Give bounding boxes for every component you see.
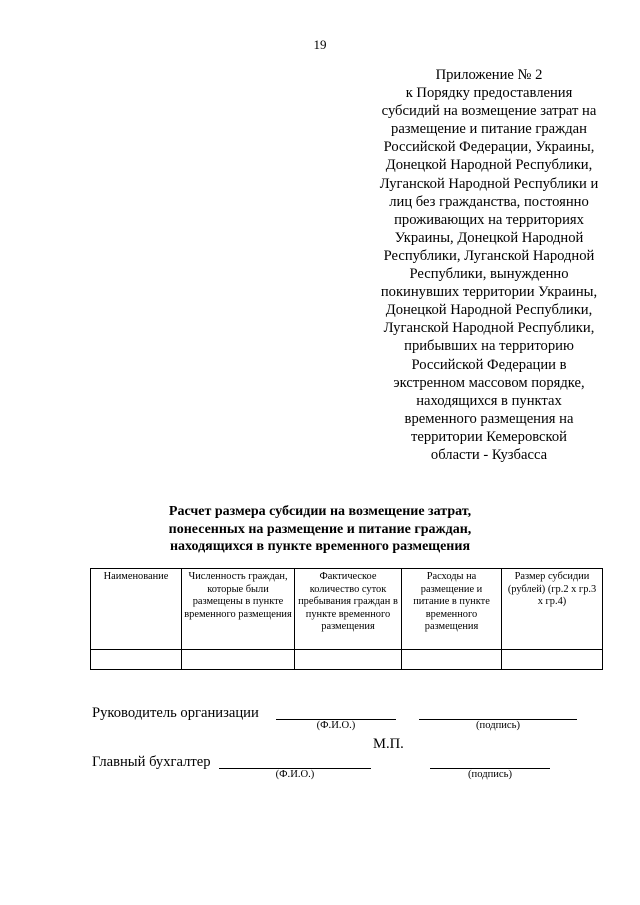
head-of-organization-label: Руководитель организации [92, 705, 259, 721]
header-days-count: Фактическое количество суток пребывания граждан в пункте временного размещения [295, 569, 402, 650]
annex-line: Российской Федерации в [411, 356, 567, 373]
head-fio-caption: (Ф.И.О.) [316, 720, 356, 731]
table-cell [295, 650, 402, 670]
stamp-label: М.П. [373, 736, 404, 752]
annex-line: Республики, Луганской Народной [383, 247, 595, 264]
annex-line: Донецкой Народной Республики, [385, 157, 593, 174]
annex-line: Донецкой Народной Республики, [385, 302, 593, 319]
chief-accountant-label: Главный бухгалтер [92, 754, 211, 770]
annex-line: Украины, Донецкой Народной [394, 229, 584, 246]
header-expenses: Расходы на размещение и питание в пункте временного размещения [402, 569, 502, 650]
table-cell [402, 650, 502, 670]
annex-line: Российской Федерации, Украины, [383, 139, 595, 156]
annex-line: прибывших на территорию [404, 338, 574, 355]
annex-line: субсидий на возмещение затрат на [381, 103, 597, 120]
annex-line: Луганской Народной Республики и [379, 175, 599, 192]
accountant-fio-caption: (Ф.И.О.) [275, 769, 315, 780]
title-line: находящихся в пункте временного размещения [169, 539, 471, 554]
table-cell [182, 650, 295, 670]
annex-line: размещение и питание граждан [391, 121, 587, 138]
annex-line: покинувших территории Украины, [380, 284, 598, 301]
annex-line: Луганской Народной Республики, [383, 320, 595, 337]
annex-line: находящихся в пунктах [416, 392, 562, 409]
table-row [91, 650, 603, 670]
annex-line: территории Кемеровской [410, 428, 567, 445]
annex-line: экстренном массовом порядке, [393, 374, 585, 391]
table-header-row [91, 569, 603, 650]
header-subsidy-amount: Размер субсидии (рублей) (гр.2 х гр.3 х гр.4) [502, 569, 603, 650]
annex-line: проживающих на территориях [394, 211, 584, 228]
annex-header [366, 66, 612, 464]
accountant-signature-caption: (подпись) [468, 769, 512, 780]
annex-line: Приложение № 2 [435, 67, 543, 83]
header-citizens-count: Численность граждан, которые были размещены в пункте временного размещения [182, 569, 295, 650]
header-name: Наименование [91, 569, 182, 650]
table-cell [91, 650, 182, 670]
subsidy-table [90, 568, 603, 670]
title-line: понесенных на размещение и питание граждан, [168, 521, 472, 537]
table-cell [502, 650, 603, 670]
annex-line: лиц без гражданства, постоянно [389, 193, 589, 210]
document-title [100, 503, 540, 556]
annex-line: области - Кузбасса [430, 446, 548, 463]
title-line: Расчет размера субсидии на возмещение затрат, [168, 504, 472, 519]
head-signature-caption: (подпись) [476, 720, 520, 731]
annex-line: Республики, вынужденно [409, 266, 569, 283]
annex-line: временного размещения на [404, 410, 574, 427]
annex-line: к Порядку предоставления [405, 85, 573, 102]
page-number: 19 [313, 37, 327, 52]
